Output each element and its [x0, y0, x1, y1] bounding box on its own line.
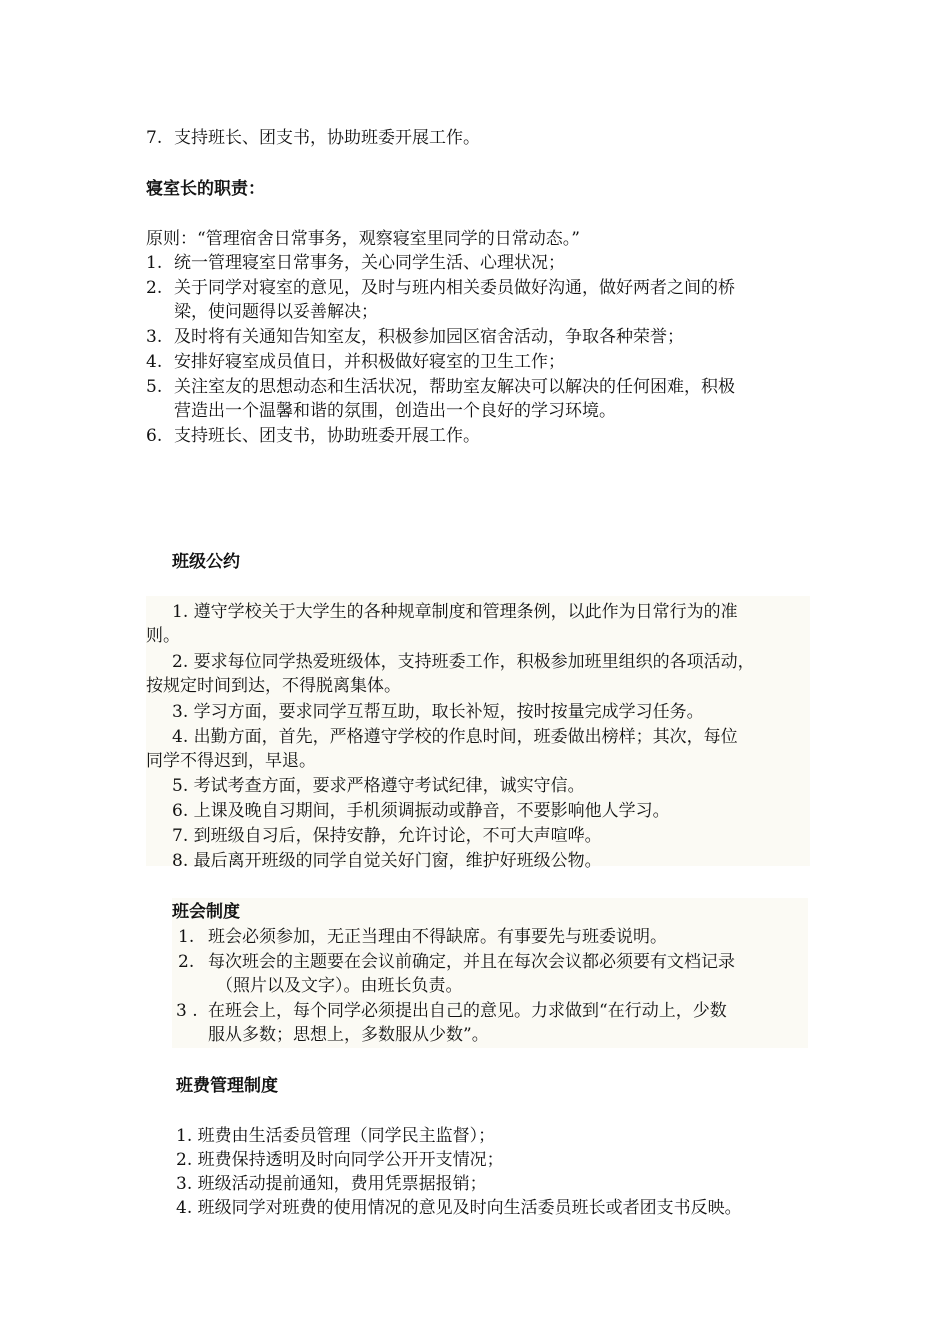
list-item: 1. 班费由生活委员管理（同学民主监督）；: [176, 1126, 496, 1146]
list-item: [146, 424, 480, 448]
list-item: [146, 251, 565, 275]
list-item: 6. 上课及晚自习期间，手机须调振动或静音，不要影响他人学习。: [172, 801, 670, 821]
list-item: [176, 999, 727, 1023]
item-text-continued: 营造出一个温馨和谐的氛围，创造出一个良好的学习环境。: [174, 401, 616, 421]
item-text-continued: 则。: [146, 626, 180, 646]
list-item: 2. 要求每位同学热爱班级体，支持班委工作，积极参加班里组织的各项活动，: [172, 652, 755, 672]
list-item: 2. 班费保持透明及时向同学公开开支情况；: [176, 1150, 504, 1170]
item-text: 及时将有关通知告知室友，积极参加园区宿舍活动，争取各种荣誉；: [174, 327, 684, 347]
item-number: 3.: [146, 327, 163, 347]
item-text-continued: （照片以及文字）。由班长负责。: [216, 976, 463, 996]
section-heading-fee: 班费管理制度: [176, 1076, 278, 1096]
list-item: 1. 遵守学校关于大学生的各种规章制度和管理条例，以此作为日常行为的准: [172, 602, 738, 622]
item-number: 4.: [146, 352, 163, 372]
list-item: [146, 126, 480, 150]
item-text: 统一管理寝室日常事务，关心同学生活、心理状况；: [174, 253, 565, 273]
item-number: 2.: [146, 278, 163, 298]
list-item: 3. 学习方面，要求同学互帮互助，取长补短，按时按量完成学习任务。: [172, 702, 704, 722]
list-item: 8. 最后离开班级的同学自觉关好门窗，维护好班级公物。: [172, 851, 602, 871]
list-item: [146, 325, 684, 349]
list-item: 3. 班级活动提前通知，费用凭票据报销；: [176, 1174, 487, 1194]
list-item: 4. 班级同学对班费的使用情况的意见及时向生活委员班长或者团支书反映。: [176, 1198, 742, 1218]
section-heading-convention: 班级公约: [172, 552, 240, 572]
principle-text: 原则：“管理宿舍日常事务，观察寝室里同学的日常动态。”: [146, 229, 580, 249]
item-text: 班会必须参加，无正当理由不得缺席。有事要先与班委说明。: [208, 927, 667, 947]
list-item: 4. 出勤方面，首先，严格遵守学校的作息时间，班委做出榜样；其次，每位: [172, 727, 738, 747]
item-number: 7.: [146, 128, 163, 148]
list-item: [178, 925, 667, 949]
item-number: 6.: [146, 426, 163, 446]
item-text: 每次班会的主题要在会议前确定，并且在每次会议都必须要有文档记录: [208, 952, 735, 972]
item-text-continued: 同学不得迟到，早退。: [146, 751, 316, 771]
item-text-continued: 按规定时间到达，不得脱离集体。: [146, 676, 401, 696]
item-number: 1.: [146, 253, 163, 273]
list-item: [146, 375, 735, 399]
section-heading-dorm: 寝室长的职责：: [146, 179, 265, 199]
item-number: 1.: [178, 927, 195, 947]
item-number: 2.: [178, 952, 195, 972]
item-text: 关注室友的思想动态和生活状况，帮助室友解决可以解决的任何困难，积极: [174, 377, 735, 397]
item-text: 在班会上，每个同学必须提出自己的意见。力求做到“在行动上，少数: [208, 1001, 727, 1021]
list-item: [146, 350, 565, 374]
item-text: 支持班长、团支书，协助班委开展工作。: [174, 426, 480, 446]
item-text: 安排好寝室成员值日，并积极做好寝室的卫生工作；: [174, 352, 565, 372]
item-text-continued: 服从多数；思想上，多数服从少数”。: [208, 1025, 489, 1045]
section-heading-meeting: 班会制度: [172, 902, 240, 922]
list-item: 5. 考试考查方面，要求严格遵守考试纪律，诚实守信。: [172, 776, 585, 796]
item-number: 5.: [146, 377, 163, 397]
list-item: 7. 到班级自习后，保持安静，允许讨论，不可大声喧哗。: [172, 826, 602, 846]
item-text: 支持班长、团支书，协助班委开展工作。: [174, 128, 480, 148]
item-number: 3 .: [176, 1001, 198, 1021]
list-item: [146, 276, 735, 300]
item-text-continued: 梁，使问题得以妥善解决；: [174, 302, 378, 322]
list-item: [178, 950, 735, 974]
item-text: 关于同学对寝室的意见，及时与班内相关委员做好沟通，做好两者之间的桥: [174, 278, 735, 298]
